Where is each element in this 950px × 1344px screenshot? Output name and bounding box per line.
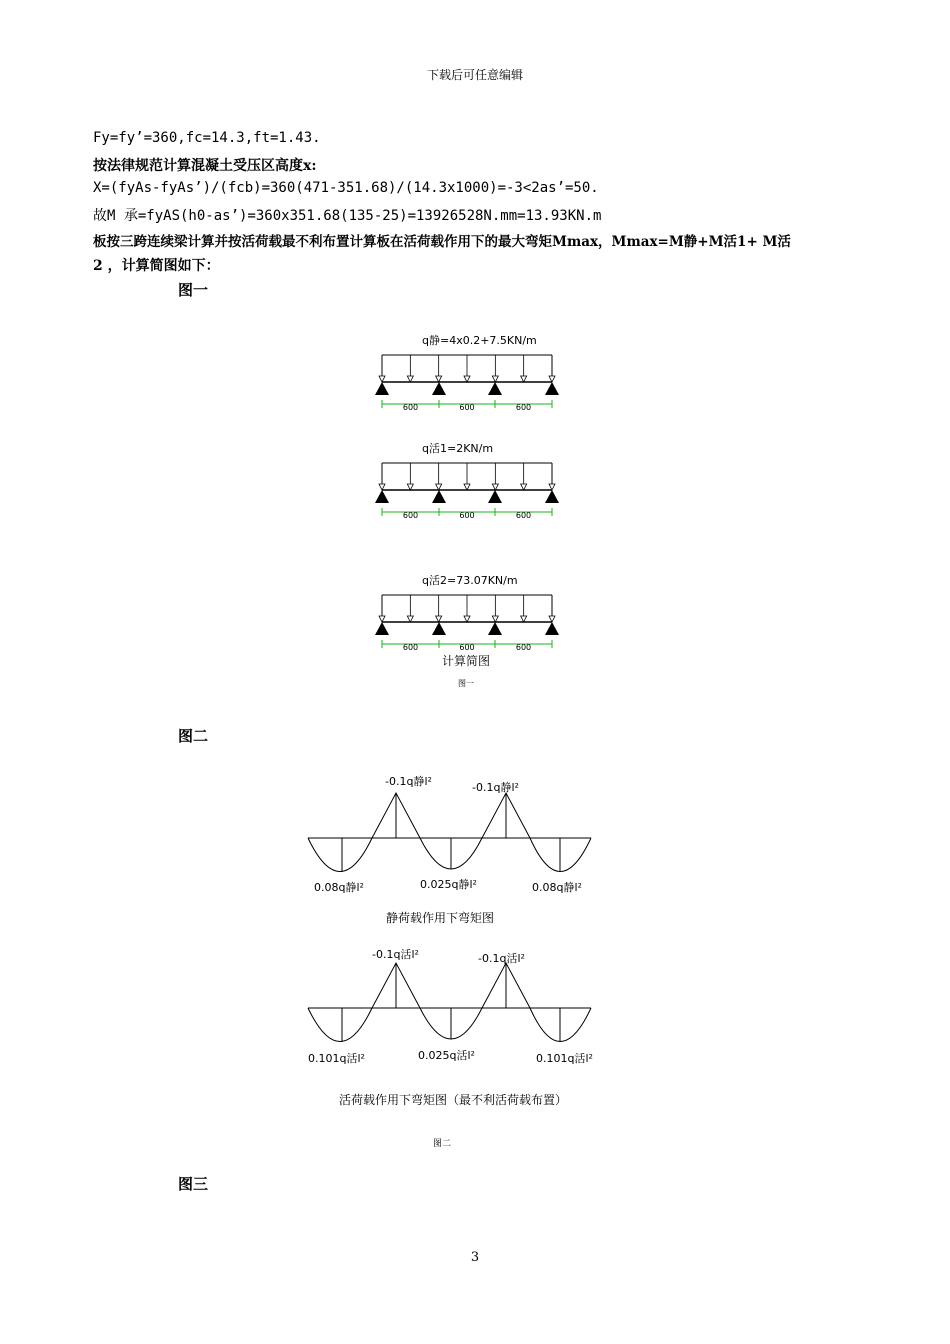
paragraph-moment-capacity: 故M 承=fyAS(h0-as’)=360x351.68(135-25)=13926528N.mm=13.93KN.m [93,208,602,224]
pin-support [432,490,446,503]
beam-live-load-2 [375,574,559,652]
span-dimension: 600 [402,511,419,520]
pin-support [488,490,502,503]
span-dimension: 600 [402,643,419,652]
span-dimension: 600 [515,643,532,652]
figure-1-load-diagrams [360,320,580,690]
load-arrow [492,484,498,490]
moment-diagram-live [308,948,593,1107]
pin-support [432,622,446,635]
load-arrow [549,616,555,622]
pin-support [545,622,559,635]
live-span-moment-label: 0.101q活l² [308,1052,365,1065]
load-arrow [492,616,498,622]
load-arrow [521,616,527,622]
load-arrow [379,484,385,490]
figure-2-caption: 图二 [432,1139,452,1149]
load-label: q活2=73.07KN/m [422,574,518,587]
span-dimension: 600 [459,511,475,520]
pin-support [375,490,389,503]
load-arrow [521,376,527,382]
moment-diagram-static [308,774,591,925]
figure-1-caption: 图一 [458,679,474,688]
beam-static-load [375,333,559,412]
load-arrow [464,616,470,622]
load-arrow [464,484,470,490]
load-arrow [407,616,413,622]
load-label: q静=4x0.2+7.5KN/m [422,334,537,347]
static-span-moment-label: 0.08q静l² [314,881,364,894]
pin-support [545,382,559,395]
static-support-moment-label: -0.1q静l² [472,781,519,794]
pin-support [432,382,446,395]
pin-support [488,382,502,395]
paragraph-material-strengths: Fy=fy’=360,fc=14.3,ft=1.43. [93,130,321,146]
load-arrow [549,484,555,490]
pin-support [375,622,389,635]
figure-1-subtitle: 计算简图 [441,654,491,668]
span-dimension: 600 [402,403,419,412]
span-dimension: 600 [459,403,475,412]
load-arrow [549,376,555,382]
page-number: 3 [470,1250,480,1265]
live-moment-title: 活荷载作用下弯矩图（最不利活荷载布置） [338,1093,568,1107]
paragraph-x-formula: X=(fyAs-fyAs’)/(fcb)=360(471-351.68)/(14.3x1000)=-3<2as’=50. [93,180,599,196]
span-dimension: 600 [515,403,532,412]
live-support-moment-label: -0.1q活l² [372,948,419,961]
load-arrow [407,376,413,382]
span-dimension: 600 [515,511,532,520]
load-arrow [379,376,385,382]
static-span-moment-label: 0.025q静l² [420,878,477,891]
page-header: 下载后可任意编辑 [426,68,523,82]
span-dimension: 600 [459,643,475,652]
load-arrow [379,616,385,622]
load-arrow [492,376,498,382]
load-arrow [407,484,413,490]
live-span-moment-label: 0.101q活l² [536,1052,593,1065]
live-support-moment-label: -0.1q活l² [478,952,525,965]
figure-2-label: 图二 [178,727,209,745]
figure-1-label: 图一 [178,281,209,299]
load-arrow [436,484,442,490]
live-span-moment-label: 0.025q活l² [418,1049,475,1062]
static-support-moment-label: -0.1q静l² [385,775,432,788]
pin-support [488,622,502,635]
paragraph-compression-zone-heading: 按法律规范计算混凝土受压区高度x: [93,158,317,174]
pin-support [375,382,389,395]
load-arrow [521,484,527,490]
load-arrow [464,376,470,382]
static-moment-title: 静荷载作用下弯矩图 [385,911,495,925]
figure-3-label: 图三 [178,1175,209,1193]
static-span-moment-label: 0.08q静l² [532,881,582,894]
beam-live-load-1 [375,442,559,520]
load-label: q活1=2KN/m [422,442,494,455]
paragraph-diagram-intro: 2 ，计算简图如下： [93,258,220,274]
figure-2-moment-diagrams [300,765,600,1155]
paragraph-continuous-beam-method: 板按三跨连续梁计算并按活荷载最不利布置计算板在活荷载作用下的最大弯矩Mmax，Mmax=M静+M活1+ M活 [93,234,791,250]
load-arrow [436,616,442,622]
load-arrow [436,376,442,382]
pin-support [545,490,559,503]
